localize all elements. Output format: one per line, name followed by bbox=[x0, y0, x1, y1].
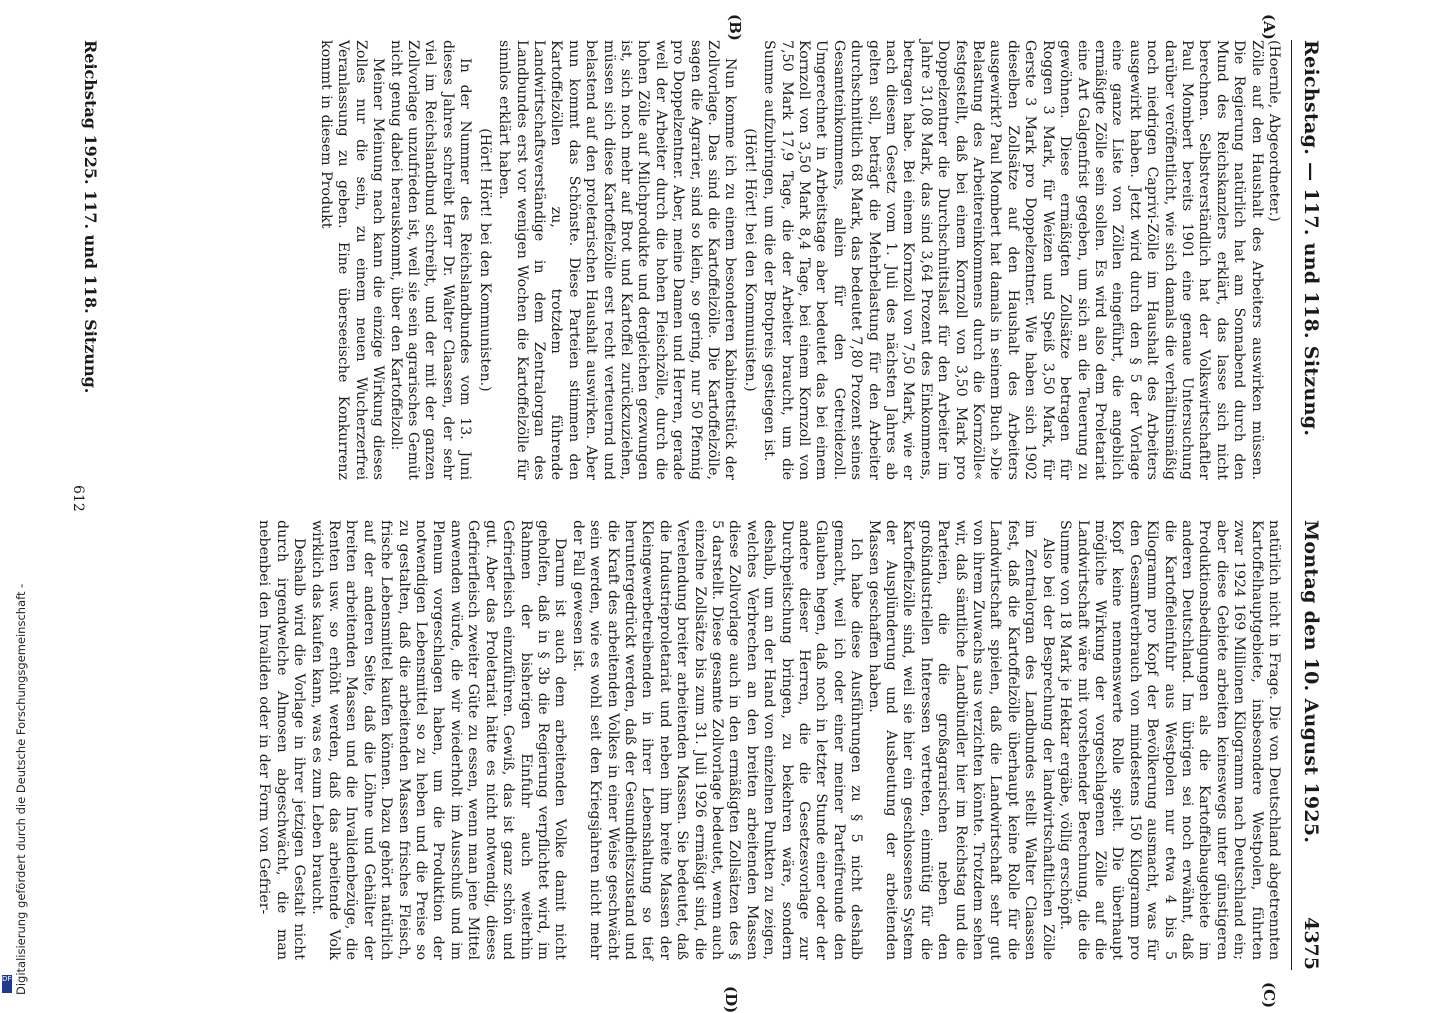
interjection: (Hört! Hört! bei den Kommunisten.) bbox=[476, 128, 493, 392]
margin-marker-d: (D) bbox=[722, 986, 740, 1013]
footer-session-label: Reichstag 1925. 117. und 118. Sitzung. bbox=[81, 40, 100, 394]
paragraph: Also bei der Besprechung der landwirtschaftlichen Zölle im Zentralorgan des Landbundes stellt Walter Claassen fest, daß die Kartoffelzölle überhaupt keine Rolle für die Landwirtschaft spielen, daß die Landwirtschaft sehr gut von ihrem Zuwachs aus verzichten könnte. Trotzdem sehen wir, daß sämtliche Landbündler hier im Reichstag und die Parteien, die die großagrarischen neben den großindustriellen Interessen vertreten, einmütig für die Kartoffelzölle sind, weil sie hier ein geschlossenes System der Ausplünderung und Ausbeutung der arbeitenden Massen geschaffen haben. bbox=[865, 520, 1056, 960]
quoted-paragraph: Meiner Meinung nach kann die einzige Wirkung dieses Zolles nur die sein, zu einem neuen Wucherzerfrei Veranlassung zu geben. Eine überseeische Konkurrenz kommt in diesem Produkt bbox=[318, 40, 387, 480]
right-text-column bbox=[255, 520, 1282, 960]
dfg-logo: DFG bbox=[2, 975, 12, 993]
paragraph: Zölle auf den Haushalt des Arbeiters auswirken müssen. Die Regierung natürlich hat am Sonnabend durch den Mund des Reichskanzlers erklärt, das lasse sich nicht berechnen. Selbstverständlich hat der Volkswirtschaftler Paul Mombert bereits 1901 eine genaue Untersuchung darüber veröffentlicht, wie sich damals die verhältnismäßig noch niedrigen Caprivi-Zölle im Haushalt des Arbeiters ausgewirkt haben. Jetzt wird durch den § 5 der Vorlage eine ganze Liste von Zöllen eingeführt, die angeblich ermäßigte Zölle sein sollen. Es wird also dem Proletariat eine Art Galgenfrist gegeben, um sich an die Teuerung zu gewöhnen. Diese ermäßigten Zollsätze betragen für Roggen 3 Mark, für Weizen und Speiß 3,50 Mark, für Gerste 3 Mark pro Doppelzentner. Wie haben sich 1902 dieselben Zollsätze auf den Haushalt des Arbeiters ausgewirkt? Paul Mombert hat damals in seinem Buch »Die Belastung des Arbeitereinkommens durch die Kornzölle« festgestellt, daß bei einem Kornzoll von 3,50 Mark pro Doppelzentner die Durchschnittslast für den Arbeiter im Jahre 31,08 Mark, das sind 3,64 Prozent des Einkommens, betragen habe. Bei einem Kornzoll von 7,50 Mark, wie er nach diesem Gesetz vom 1. Juli des nächsten Jahres ab gelten soll, beträgt die Mehrbelastung für den Arbeiter durchschnittlich 68 Mark, das bedeutet 7,80 Prozent seines Gesamteinkommens, allein für den Getreidezoll. Umgerechnet in Arbeitstage aber bedeutet das bei einem Kornzoll von 3,50 Mark 8,4 Tage, bei einem Kornzoll von 7,50 Mark 17,9 Tage, die der Arbeiter braucht, um die Summe aufzubringen, um die der Brotpreis gestiegen ist. bbox=[761, 40, 1265, 480]
header-date: Montag den 10. August 1925. bbox=[1300, 520, 1322, 844]
header-session-title: Reichstag. — 117. und 118. Sitzung. bbox=[1300, 40, 1322, 437]
paragraph: Ich habe diese Ausführungen zu § 5 nicht deshalb gemacht, weil ich oder einer meiner Parteifreunde den Glauben hegen, daß noch in letzter Stunde einer oder der andere dieser Herren, die die Gesetzesvorlage zur Durchpeitschung bringen, zu bekehren wäre, sondern deshalb, um an der Hand von einzelnen Punkten zu zeigen, welches Verbrechen an den breiten arbeitenden Massen diese Zollvorlage auch in den ermäßigten Zollsätzen des § 5 darstellt. Diese gesamte Zollvorlage bedeutet, wenn auch einzelne Zollsätze bis zum 31. Juli 1926 ermäßigt sind, die Verelendung breiter arbeitenden Massen. Sie bedeutet, daß die Industrieproletariat und neben ihm breite Massen der Kleingewerbetreibenden in ihrer Lebenshaltung so tief heruntergedrückt werden, daß der Gesundheitszustand und die Kraft des arbeitenden Volkes in einer Weise geschwächt sein werden, wie es wohl seit den Kriegsjahren nicht mehr der Fall gewesen ist. bbox=[569, 520, 865, 960]
paragraph: Nun komme ich zu einem besonderen Kabinettstück der Zollvorlage. Das sind die Kartoffelzölle. Die Kartoffelzölle, sagen die Agrarier, sind so klein, so gering, nur 50 Pfennig pro Doppelzentner. Aber, meine Damen und Herren, gerade weil der Arbeiter durch die hohen Fleischzölle, durch die hohen Zölle auf Milchprodukte und dergleichen gezwungen ist, sich noch mehr auf Brot und Kartoffel zurückzuziehen, müssen sich diese Kartoffelzölle erst recht verteuernd und belastend auf den proletarischen Haushalt auswirken. Aber nun kommt das Schönste. Diese Parteien stimmen den Kartoffelzöllen zu, trotzdem führende Landwirtschaftsverständige in dem Zentralorgan des Landbundes erst vor wenigen Wochen die Kartoffelzölle für sinnlos erklärt haben. bbox=[496, 40, 739, 480]
margin-marker-a: (A) bbox=[1260, 14, 1278, 40]
speaker-label: (Hoernle, Abgeordneter.) bbox=[1266, 40, 1282, 222]
paragraph: natürlich nicht in Frage. Die von Deutschland abgetrennten Kartoffelhauptgebiete, insbesondere Westpolen, führten zwar 1924 169 Millionen Kilogramm nach Deutschland ein; aber diese Gebiete arbeiten keineswegs unter günstigeren Produktionsbedingungen als die Kartoffelbaugebiete im anderen Deutschland. Im übrigen sei noch erwähnt, daß die Kartoffeleinfuhr aus Westpolen nur etwa 4 bis 5 Kilogramm pro Kopf der Bevölkerung ausmacht, was für den Gesamtverbrauch von mindestens 150 Kilogramm pro Kopf keine nennenswerte Rolle spielt. Die überhaupt mögliche Wirkung der vorgeschlagenen Zölle auf die Landwirtschaft wäre mit vorstehender Berechnung, die die Summe von 18 Mark je Hektar ergäbe, völlig erschöpft. bbox=[1057, 520, 1282, 960]
page-header bbox=[1291, 40, 1332, 970]
header-page-number: 4375 bbox=[1300, 917, 1322, 970]
paragraph: In der Nummer des Reichslandbundes vom 13. Juni dieses Jahres schreibt Herr Dr. Walter Claassen, der sehr viel im Reichslandbund schreibt, und der mit der ganzen Zollvorlage unzufrieden ist, weil sie sein agrarisches Gemüt nicht genug dabei herauskommt, über den Kartoffelzoll: bbox=[387, 40, 474, 480]
paragraph: Darum ist auch dem arbeitenden Volke damit nicht geholfen, daß in § 3b die Regierung verpflichtet wird, im Rahmen der bisherigen Einfuhr auch weiterhin Gefrierfleisch einzuführen. Gewiß, das ist ganz schön und gut. Aber das Proletariat hätte es nicht notwendig, dieses Gefrierfleisch zweiter Güte zu essen, wenn man jene Mittel anwenden würde, die wir wiederholt im Ausschuß und im Plenum vorgeschlagen haben, um die Produktion der notwendigen Lebensmittel so zu heben und die Preise so zu gestalten, daß die arbeitenden Massen frisches Fleisch, frische Lebensmittel kaufen können. Dazu gehört natürlich auf der anderen Seite, daß die Löhne und Gehälter der breiten arbeitenden Massen und die Invalidenbezüge, die Renten usw. so erhöht werden, daß das arbeitende Volk wirklich das kaufen kann, was es zum Leben braucht. bbox=[308, 520, 569, 960]
rotated-document-page bbox=[30, 0, 1340, 1013]
paragraph: Deshalb wird die Vorlage in ihrer jetzigen Gestalt nicht durch irgendwelche Almosen abgeschwächt, die man nebenbei den Invaliden oder in der Form von Gefrier- bbox=[256, 520, 308, 960]
margin-marker-b: (B) bbox=[726, 14, 744, 41]
margin-marker-c: (C) bbox=[1260, 982, 1278, 1009]
interjection: (Hört! Hört! bei den Kommunisten.) bbox=[741, 128, 758, 392]
digitization-credit: Digitalisierung gefördert durch die Deutsche Forschungsgemeinschaft - bbox=[14, 583, 28, 995]
footer-page-number: 612 bbox=[70, 485, 86, 512]
left-text-column bbox=[317, 40, 1282, 480]
